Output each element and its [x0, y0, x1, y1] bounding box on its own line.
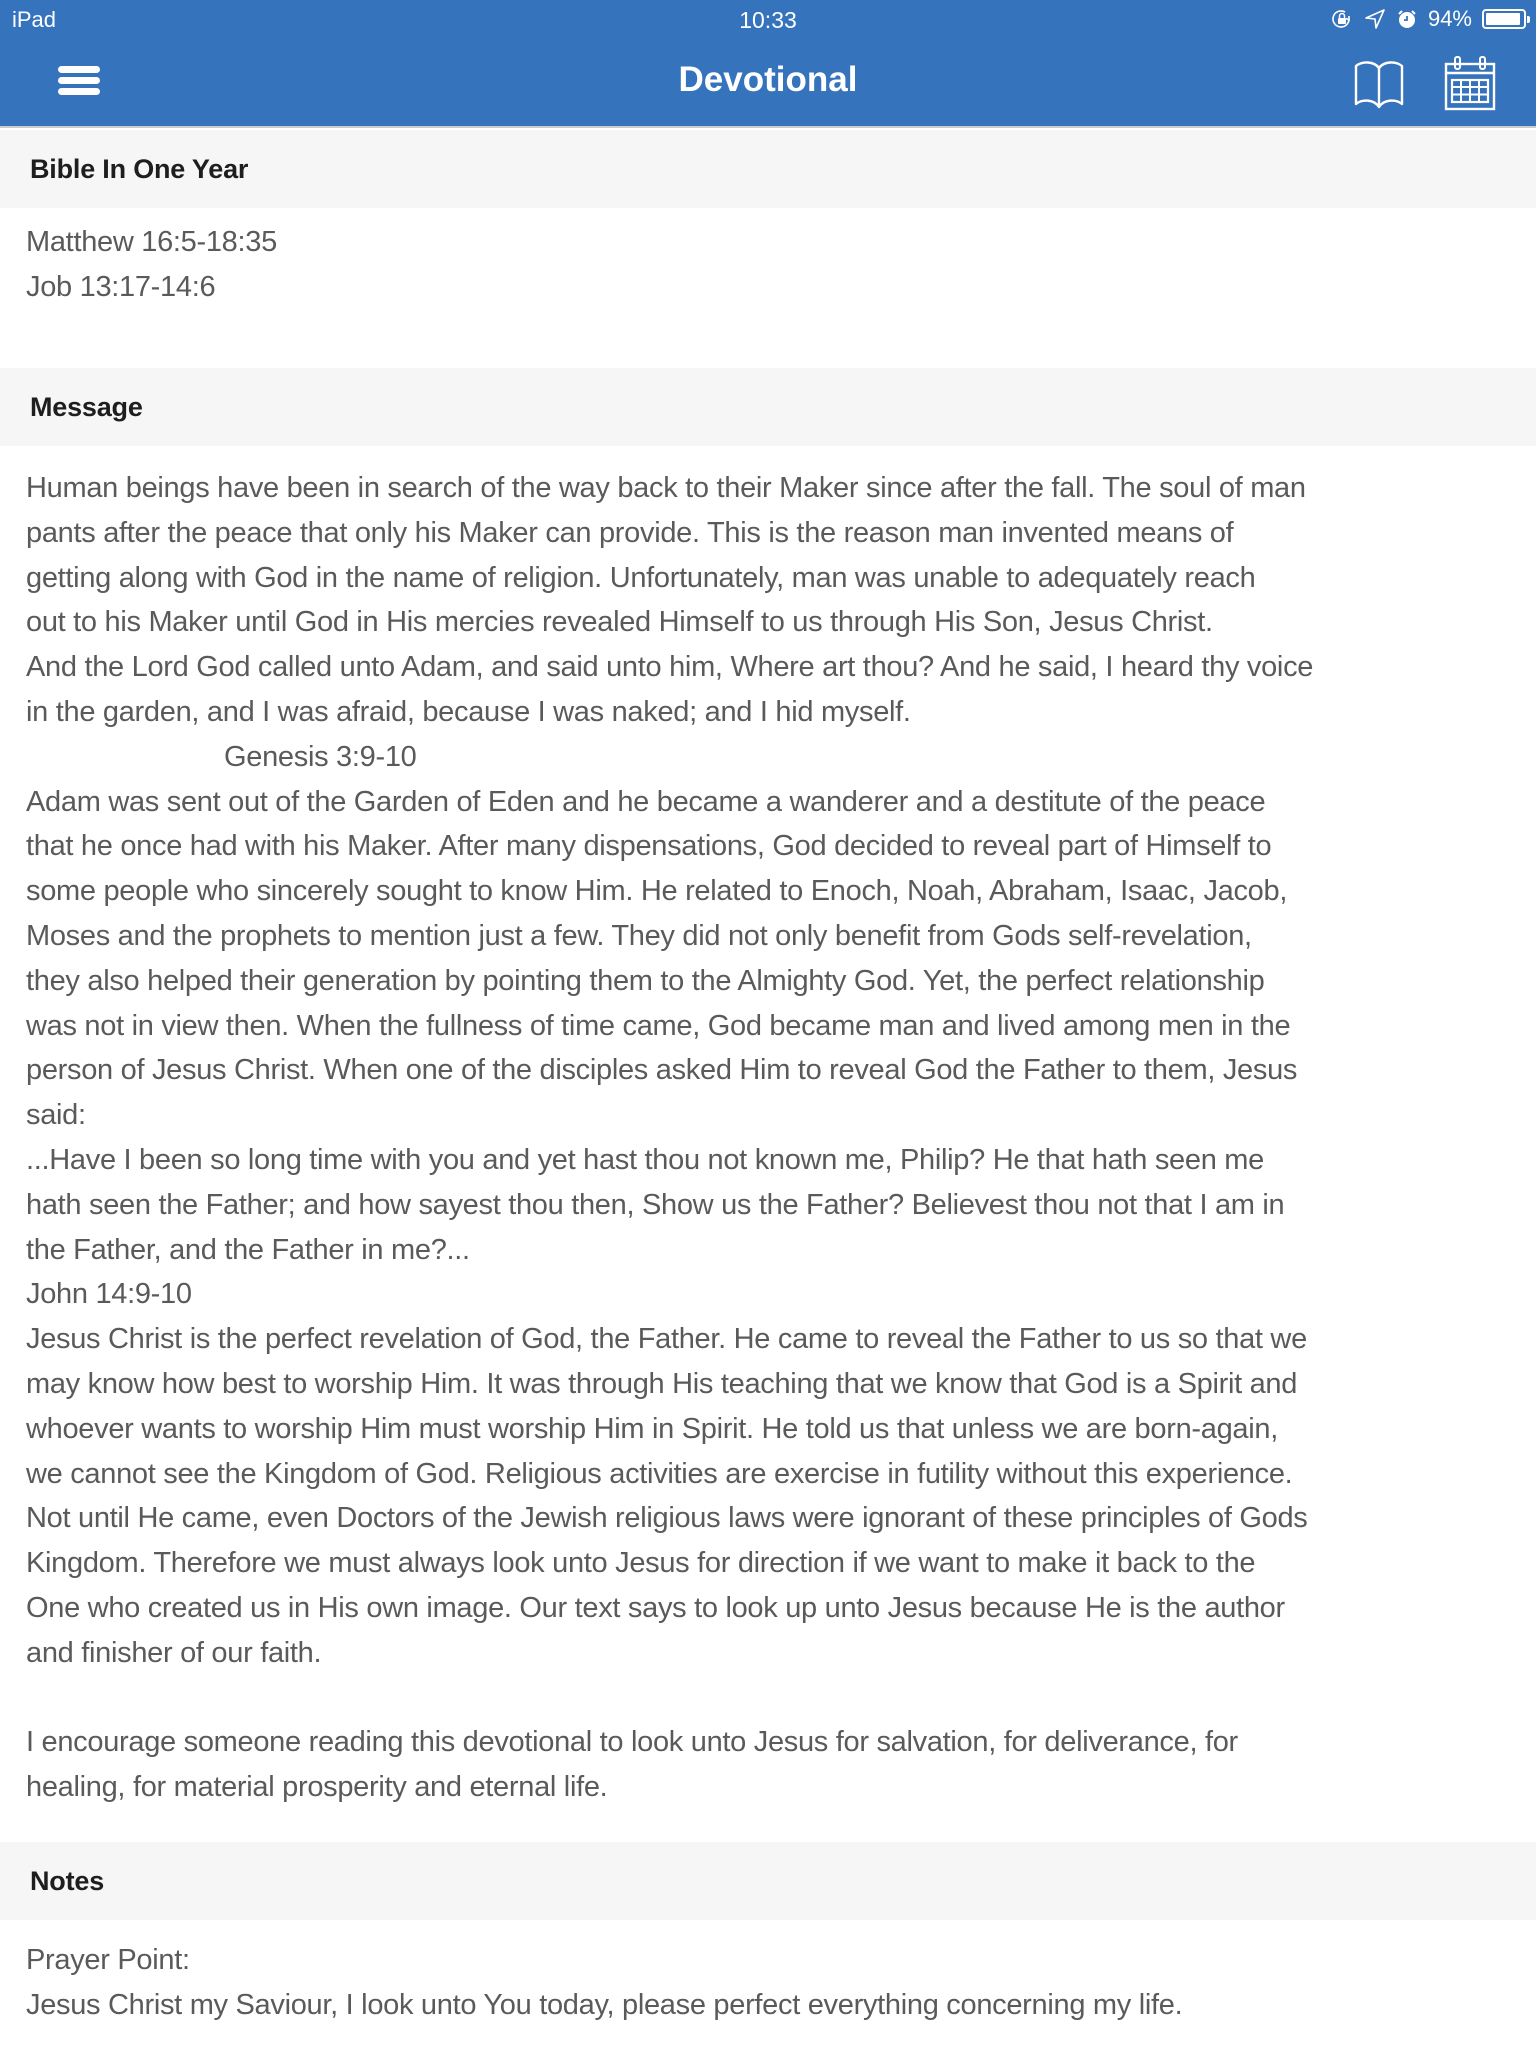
text-line: Genesis 3:9-10	[224, 740, 417, 773]
text-line: said:	[26, 1099, 86, 1132]
location-arrow-icon	[1364, 8, 1386, 30]
text-line: Jesus Christ my Saviour, I look unto You today, please perfect everything concerning my life.	[26, 1988, 1183, 2021]
text-line: Prayer Point:	[26, 1944, 190, 1976]
text-line: One who created us in His own image. Our text says to look up unto Jesus because He is the author	[26, 1591, 1285, 1624]
status-time: 10:33	[739, 7, 797, 33]
bible-button[interactable]	[1352, 58, 1406, 110]
top-bar	[0, 0, 1536, 128]
status-bar	[0, 0, 1536, 40]
calendar-button[interactable]	[1444, 55, 1496, 111]
text-line: John 14:9-10	[26, 1278, 192, 1311]
section-title: Message	[30, 392, 143, 422]
text-line: I encourage someone reading this devotional to look unto Jesus for salvation, for deliverance, for	[26, 1726, 1238, 1759]
text-line	[26, 1676, 1516, 1721]
text-line: pants after the peace that only his Maker can provide. This is the reason man invented means of	[26, 516, 1234, 549]
text-line: and finisher of our faith.	[26, 1636, 322, 1669]
status-right	[1330, 6, 1526, 32]
text-line: whoever wants to worship Him must worship Him in Spirit. He told us that unless we are born-again,	[26, 1412, 1278, 1445]
text-line: the Father, and the Father in me?...	[26, 1233, 470, 1266]
message-body	[26, 466, 1516, 1810]
battery-icon	[1482, 9, 1526, 29]
device-label: iPad	[12, 7, 57, 32]
text-line: they also helped their generation by pointing them to the Almighty God. Yet, the perfect relationship	[26, 964, 1265, 997]
alarm-clock-icon	[1396, 8, 1418, 30]
section-header-notes	[0, 1842, 1536, 1920]
text-line: Adam was sent out of the Garden of Eden and he became a wanderer and a destitute of the peace	[26, 785, 1266, 818]
reading-item[interactable]: Matthew 16:5-18:35	[26, 226, 277, 258]
text-line: Jesus Christ is the perfect revelation of God, the Father. He came to reveal the Father to us so that we	[26, 1323, 1307, 1356]
section-header-message	[0, 368, 1536, 446]
text-line: some people who sincerely sought to know Him. He related to Enoch, Noah, Abraham, Isaac, Jacob,	[26, 875, 1288, 908]
text-line: getting along with God in the name of religion. Unfortunately, man was unable to adequately reach	[26, 561, 1256, 594]
reading-item[interactable]: Job 13:17-14:6	[26, 270, 216, 303]
readings-list	[26, 220, 1516, 310]
calendar-icon	[1444, 55, 1496, 111]
nav-bar	[0, 40, 1536, 128]
text-line: And the Lord God called unto Adam, and said unto him, Where art thou? And he said, I heard thy voice	[26, 651, 1314, 684]
text-line: person of Jesus Christ. When one of the disciples asked Him to reveal God the Father to them, Jesus	[26, 1054, 1298, 1087]
page-title: Devotional	[678, 60, 858, 99]
text-line: hath seen the Father; and how sayest thou then, Show us the Father? Believest thou not that I am in	[26, 1188, 1285, 1221]
section-header-bible-in-one-year	[0, 130, 1536, 208]
text-line: out to his Maker until God in His mercies revealed Himself to us through His Son, Jesus Christ.	[26, 606, 1213, 639]
text-line: we cannot see the Kingdom of God. Religious activities are exercise in futility without this experience.	[26, 1457, 1293, 1490]
battery-level	[1486, 13, 1520, 25]
rotation-lock-icon	[1330, 7, 1354, 31]
text-line: was not in view then. When the fullness of time came, God became man and lived among men in the	[26, 1009, 1291, 1042]
text-line: Human beings have been in search of the way back to their Maker since after the fall. The soul of man	[26, 472, 1306, 504]
battery-percent: 94%	[1427, 6, 1472, 31]
text-line: ...Have I been so long time with you and yet hast thou not known me, Philip? He that hath seen me	[26, 1143, 1264, 1176]
text-line: in the garden, and I was afraid, because I was naked; and I hid myself.	[26, 695, 911, 728]
text-line: that he once had with his Maker. After many dispensations, God decided to reveal part of Himself to	[26, 830, 1272, 863]
text-line: may know how best to worship Him. It was through His teaching that we know that God is a Spirit and	[26, 1367, 1298, 1400]
section-title: Bible In One Year	[30, 154, 249, 184]
notes-body	[26, 1938, 1516, 2028]
text-line: Kingdom. Therefore we must always look unto Jesus for direction if we want to make it back to the	[26, 1547, 1256, 1580]
text-line: Moses and the prophets to mention just a few. They did not only benefit from Gods self-revelation,	[26, 919, 1252, 952]
text-line: healing, for material prosperity and eternal life.	[26, 1771, 608, 1804]
bible-book-icon	[1352, 58, 1406, 110]
text-line: Not until He came, even Doctors of the Jewish religious laws were ignorant of these principles of Gods	[26, 1502, 1308, 1535]
section-title: Notes	[30, 1866, 105, 1896]
